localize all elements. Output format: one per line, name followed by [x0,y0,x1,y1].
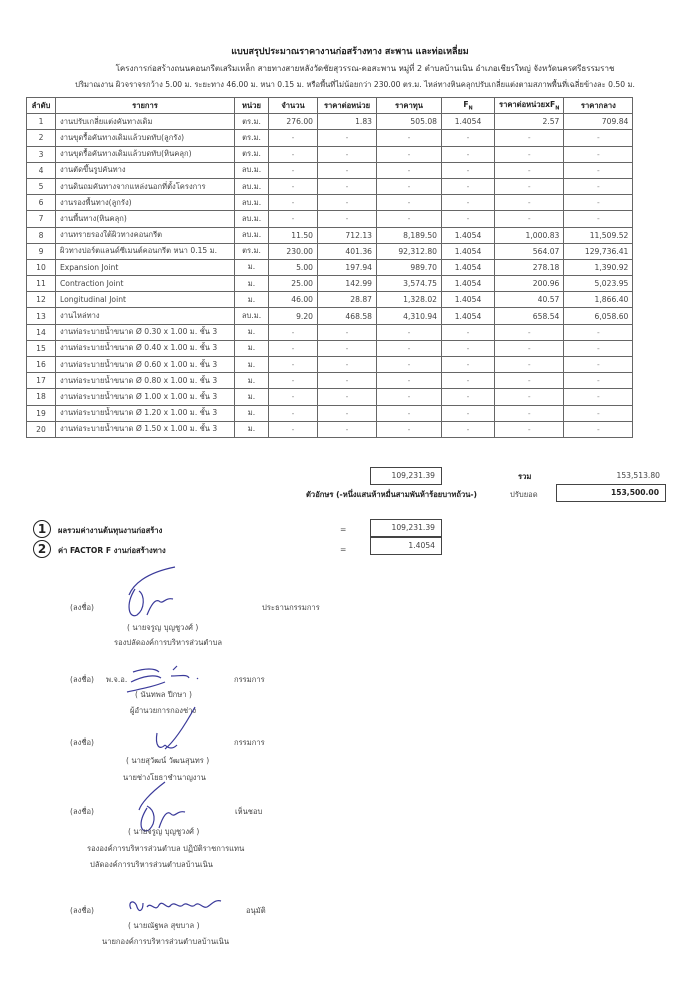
cell-mid-price: - [564,373,633,389]
table-row [27,373,633,389]
cell-unit-price-fn: 40.57 [495,292,564,308]
summary-value-2: 1.4054 [370,537,442,555]
cell-fn: - [442,211,495,227]
cell-mid-price: - [564,211,633,227]
cell-unit: ม. [235,324,269,340]
cell-qty: - [269,373,318,389]
mid-total: 153,513.80 [616,471,660,480]
cell-desc: Longitudinal Joint [56,292,235,308]
cell-unit-price: - [318,211,377,227]
cell-unit-price: 468.58 [318,308,377,324]
cell-desc: งานท่อระบายน้ำขนาด Ø 1.20 x 1.00 ม. ชั้น 3 [56,405,235,421]
cell-desc: งานรองพื้นทาง(ลูกรัง) [56,195,235,211]
cell-unit-price: - [318,324,377,340]
cell-fn: - [442,324,495,340]
cell-unit-price-fn: 278.18 [495,259,564,275]
cell-desc: งานดินถมคันทางจากแหล่งนอกที่ตั้งโครงการ [56,178,235,194]
cell-qty: - [269,162,318,178]
cell-unit: ม. [235,276,269,292]
cell-unit-price: - [318,146,377,162]
signer-name: ( นายสุวัฒน์ วัฒนสุนทร ) [126,756,210,765]
summary-eq-2: = [340,545,347,554]
summary-label-1: ผลรวมค่างานต้นทุนงานก่อสร้าง [58,526,163,535]
cell-no: 17 [27,373,56,389]
cell-unit-price-fn: - [495,373,564,389]
cell-unit-price: 1.83 [318,114,377,130]
cell-fn: - [442,340,495,356]
cell-unit-price-fn: - [495,162,564,178]
cell-desc: งานไหล่ทาง [56,308,235,324]
cell-mid-price: 129,736.41 [564,243,633,259]
cell-desc: งานทรายรองใต้ผิวทางคอนกรีต [56,227,235,243]
table-row [27,227,633,243]
cost-total: 109,231.39 [370,467,442,485]
cell-mid-price: 5,023.95 [564,276,633,292]
cell-qty: 276.00 [269,114,318,130]
cell-cost: - [377,178,442,194]
cell-mid-price: 6,058.60 [564,308,633,324]
document-title: แบบสรุปประมาณราคางานก่อสร้างทาง สะพาน และท่อเหลี่ยม [231,47,469,57]
cell-mid-price: 1,390.92 [564,259,633,275]
cell-cost: - [377,162,442,178]
cell-unit-price: - [318,195,377,211]
cell-fn: 1.4054 [442,276,495,292]
cell-cost: - [377,211,442,227]
cell-fn: - [442,146,495,162]
cell-cost: - [377,405,442,421]
cell-unit-price: 28.87 [318,292,377,308]
cell-fn: 1.4054 [442,259,495,275]
cell-unit-price-fn: 1,000.83 [495,227,564,243]
header-qty: จำนวน [269,98,318,114]
signer-name: ( นายจรูญ บุญชูวงศ์ ) [127,623,199,632]
cell-qty: 46.00 [269,292,318,308]
cell-qty: - [269,340,318,356]
cell-unit: ตร.ม. [235,130,269,146]
signer-name: ( นายณัฐพล สุขบาล ) [128,921,200,930]
cell-unit-price-fn: 564.07 [495,243,564,259]
cell-cost: - [377,373,442,389]
cell-no: 4 [27,162,56,178]
summary-number-2: 2 [33,540,51,558]
cell-desc: Expansion Joint [56,259,235,275]
table-row [27,130,633,146]
table-row [27,243,633,259]
cell-mid-price: - [564,421,633,437]
cell-unit-price-fn: - [495,195,564,211]
cell-unit: ลบ.ม. [235,195,269,211]
cell-unit-price-fn: - [495,389,564,405]
signer-role: เห็นชอบ [235,807,263,816]
cell-fn: - [442,421,495,437]
signer-role: กรรมการ [234,675,265,684]
cell-no: 11 [27,276,56,292]
cell-unit: ลบ.ม. [235,162,269,178]
summary-number-1: 1 [33,520,51,538]
cell-unit-price: - [318,340,377,356]
cell-mid-price: - [564,178,633,194]
header-unit-price-fn-sub: N [555,105,560,112]
cell-no: 16 [27,357,56,373]
cell-fn: 1.4054 [442,308,495,324]
cell-cost: - [377,195,442,211]
table-row [27,178,633,194]
cell-mid-price: 709.84 [564,114,633,130]
cell-no: 7 [27,211,56,227]
cell-unit-price: - [318,162,377,178]
signer-position: นายช่างโยธาชำนาญงาน [123,773,206,782]
table-row [27,340,633,356]
header-fn-label: F [463,99,469,109]
cell-unit-price: - [318,389,377,405]
cell-fn: - [442,373,495,389]
cell-fn: 1.4054 [442,227,495,243]
cell-cost: - [377,324,442,340]
signature-mark [125,895,235,921]
cell-desc: งานตัดขึ้นรูปคันทาง [56,162,235,178]
cell-mid-price: - [564,357,633,373]
cell-mid-price: - [564,405,633,421]
cell-unit: ตร.ม. [235,146,269,162]
total-label: รวม [518,472,532,481]
cell-qty: - [269,130,318,146]
cell-unit-price: 712.13 [318,227,377,243]
summary-label-2: ค่า FACTOR F งานก่อสร้างทาง [58,546,166,555]
header-unit-price-fn-label: ราคาต่อหน่วยxF [499,100,556,110]
signer-prefix: พ.จ.อ. [106,675,128,684]
cell-unit: ตร.ม. [235,243,269,259]
cell-desc: งานท่อระบายน้ำขนาด Ø 0.40 x 1.00 ม. ชั้น 3 [56,340,235,356]
cell-unit-price-fn: - [495,146,564,162]
cell-unit-price-fn: - [495,178,564,194]
sign-label: (ลงชื่อ) [70,603,95,612]
cell-fn: 1.4054 [442,292,495,308]
cell-mid-price: - [564,324,633,340]
project-line: โครงการก่อสร้างถนนคอนกรีตเสริมเหล็ก สายทางสายหลังวัดชัยสุวรรณ-คอสะพาน หมู่ที่ 2 ตำบลบ้านเนิน อำเภอเชียรใหญ่ จังหวัดนครศรีธรรมราช [115,64,615,73]
cell-desc: งานพื้นทาง(หินคลุก) [56,211,235,227]
cell-qty: - [269,405,318,421]
cell-cost: - [377,389,442,405]
cell-no: 8 [27,227,56,243]
table-row [27,259,633,275]
cell-mid-price: - [564,146,633,162]
table-row [27,211,633,227]
cell-qty: - [269,324,318,340]
table-row [27,114,633,130]
cell-unit: ลบ.ม. [235,178,269,194]
cell-cost: - [377,146,442,162]
cell-qty: - [269,195,318,211]
cell-fn: - [442,405,495,421]
summary-eq-1: = [340,525,347,534]
cell-fn: 1.4054 [442,114,495,130]
cell-cost: - [377,340,442,356]
signature-mark [115,565,195,623]
cell-unit-price-fn: - [495,211,564,227]
cell-no: 20 [27,421,56,437]
cell-fn: - [442,130,495,146]
signature-mark [145,705,205,755]
cell-qty: 9.20 [269,308,318,324]
signer-position: ผู้อำนวยการกองช่าง [130,706,197,715]
cell-unit-price-fn: 658.54 [495,308,564,324]
cell-unit-price-fn: - [495,405,564,421]
cell-unit-price: - [318,405,377,421]
cell-unit-price-fn: - [495,324,564,340]
sign-label: (ลงชื่อ) [70,807,95,816]
cell-unit-price: 142.99 [318,276,377,292]
cell-no: 6 [27,195,56,211]
cell-mid-price: - [564,162,633,178]
sign-label: (ลงชื่อ) [70,675,95,684]
cell-unit: ม. [235,421,269,437]
cell-unit: ม. [235,292,269,308]
cell-unit-price-fn: - [495,340,564,356]
header-unit-price-fn [495,98,564,114]
cell-unit: ม. [235,405,269,421]
table-row [27,357,633,373]
cell-unit: ตร.ม. [235,114,269,130]
cell-no: 18 [27,389,56,405]
cell-cost: 92,312.80 [377,243,442,259]
cell-desc: งานท่อระบายน้ำขนาด Ø 0.80 x 1.00 ม. ชั้น 3 [56,373,235,389]
cell-unit: ม. [235,357,269,373]
table-row [27,195,633,211]
signer-position: นายกองค์การบริหารส่วนตำบลบ้านเนิน [102,937,230,946]
header-fn-sub: N [468,105,473,112]
cell-desc: งานท่อระบายน้ำขนาด Ø 0.60 x 1.00 ม. ชั้น 3 [56,357,235,373]
cell-cost: 505.08 [377,114,442,130]
cell-no: 5 [27,178,56,194]
cell-desc: งานท่อระบายน้ำขนาด Ø 1.50 x 1.00 ม. ชั้น 3 [56,421,235,437]
sign-label: (ลงชื่อ) [70,906,95,915]
cell-qty: 25.00 [269,276,318,292]
cell-no: 13 [27,308,56,324]
cell-unit: ม. [235,340,269,356]
cell-no: 12 [27,292,56,308]
cell-mid-price: - [564,195,633,211]
table-row [27,324,633,340]
cell-unit: ม. [235,389,269,405]
cell-unit-price: - [318,178,377,194]
cell-fn: - [442,389,495,405]
cell-qty: 5.00 [269,259,318,275]
cell-cost: - [377,357,442,373]
header-unit-price: ราคาต่อหน่วย [318,98,377,114]
cell-no: 19 [27,405,56,421]
cell-desc: งานปรับเกลี่ยแต่งคันทางเดิม [56,114,235,130]
cell-unit-price-fn: 2.57 [495,114,564,130]
cell-no: 3 [27,146,56,162]
signer-position: รองปลัดองค์การบริหารส่วนตำบล [114,638,223,647]
table-row [27,421,633,437]
cell-unit: ลบ.ม. [235,211,269,227]
cell-fn: - [442,195,495,211]
cell-fn: - [442,162,495,178]
table-row [27,146,633,162]
cell-unit-price-fn: - [495,421,564,437]
table-row [27,162,633,178]
cell-fn: - [442,178,495,194]
cell-qty: - [269,357,318,373]
cell-unit: ม. [235,373,269,389]
cell-qty: 11.50 [269,227,318,243]
cell-qty: 230.00 [269,243,318,259]
cell-qty: - [269,146,318,162]
signer-name: ( นันทพล ปีกษา ) [135,690,192,699]
header-fn [442,98,495,114]
cell-mid-price: 1,866.40 [564,292,633,308]
cell-no: 2 [27,130,56,146]
cell-desc: ผิวทางปอร์ตแลนด์ซีเมนต์คอนกรีต หนา 0.15 ม. [56,243,235,259]
cell-qty: - [269,421,318,437]
sign-label: (ลงชื่อ) [70,738,95,747]
adjusted-total: 153,500.00 [556,484,666,502]
header-unit: หน่วย [235,98,269,114]
cell-no: 1 [27,114,56,130]
cell-no: 10 [27,259,56,275]
cell-unit-price: - [318,421,377,437]
signer-role: ประธานกรรมการ [262,603,320,612]
cell-mid-price: - [564,340,633,356]
cell-desc: งานท่อระบายน้ำขนาด Ø 1.00 x 1.00 ม. ชั้น 3 [56,389,235,405]
cell-unit-price: - [318,130,377,146]
cell-mid-price: - [564,130,633,146]
table-row [27,276,633,292]
cell-mid-price: 11,509.52 [564,227,633,243]
cell-cost: 8,189.50 [377,227,442,243]
cell-desc: Contraction Joint [56,276,235,292]
quantity-line: ปริมาณงาน ผิวจราจรกว้าง 5.00 ม. ระยะทาง 46.00 ม. หนา 0.15 ม. หรือพื้นที่ไม่น้อยกว่า 230.00 ตร.ม. ไหล่ทางหินคลุกปรับเกลี่ยแต่งตามสภาพพื้นที่เฉลี่ยข้างละ 0.50 ม. [75,80,635,89]
signer-role: อนุมัติ [246,906,266,915]
header-cost: ราคาทุน [377,98,442,114]
cell-fn: 1.4054 [442,243,495,259]
cell-unit-price-fn: 200.96 [495,276,564,292]
cell-qty: - [269,389,318,405]
table-row [27,308,633,324]
adjusted-label: ปรับยอด [510,490,538,499]
cell-unit: ลบ.ม. [235,308,269,324]
cell-unit: ม. [235,259,269,275]
cell-cost: 3,574.75 [377,276,442,292]
cell-cost: - [377,421,442,437]
cell-desc: งานขุดรื้อคันทางเดิมแล้วบดทับ(ลูกรัง) [56,130,235,146]
amount-in-words: ตัวอักษร (-หนึ่งแสนห้าหมื่นสามพันห้าร้อยบาทถ้วน-) [306,490,478,499]
cell-unit-price: - [318,357,377,373]
table-header-row [27,98,633,114]
cell-unit-price: 197.94 [318,259,377,275]
cell-unit-price-fn: - [495,130,564,146]
cell-desc: งานท่อระบายน้ำขนาด Ø 0.30 x 1.00 ม. ชั้น 3 [56,324,235,340]
cell-fn: - [442,357,495,373]
cost-estimate-table [26,97,633,438]
cell-unit-price: - [318,373,377,389]
cell-unit-price: 401.36 [318,243,377,259]
table-row [27,389,633,405]
cell-qty: - [269,211,318,227]
cell-no: 9 [27,243,56,259]
cell-mid-price: - [564,389,633,405]
cell-qty: - [269,178,318,194]
cell-no: 14 [27,324,56,340]
cell-cost: - [377,130,442,146]
header-no: ลำดับ [27,98,56,114]
signer-position-2: ปลัดองค์การบริหารส่วนตำบลบ้านเนิน [90,860,213,869]
cell-no: 15 [27,340,56,356]
cell-cost: 989.70 [377,259,442,275]
summary-value-1: 109,231.39 [370,519,442,537]
table-row [27,405,633,421]
signer-role: กรรมการ [234,738,265,747]
signer-position: รององค์การบริหารส่วนตำบล ปฏิบัติราชการแทน [87,844,245,853]
header-mid-price: ราคากลาง [564,98,633,114]
table-row [27,292,633,308]
cell-cost: 4,310.94 [377,308,442,324]
cell-cost: 1,328.02 [377,292,442,308]
cell-unit-price-fn: - [495,357,564,373]
signer-name: ( นายจรูญ บุญชูวงศ์ ) [128,827,200,836]
cell-desc: งานขุดรื้อคันทางเดิมแล้วบดทับ(หินคลุก) [56,146,235,162]
header-desc: รายการ [56,98,235,114]
cell-unit: ลบ.ม. [235,227,269,243]
